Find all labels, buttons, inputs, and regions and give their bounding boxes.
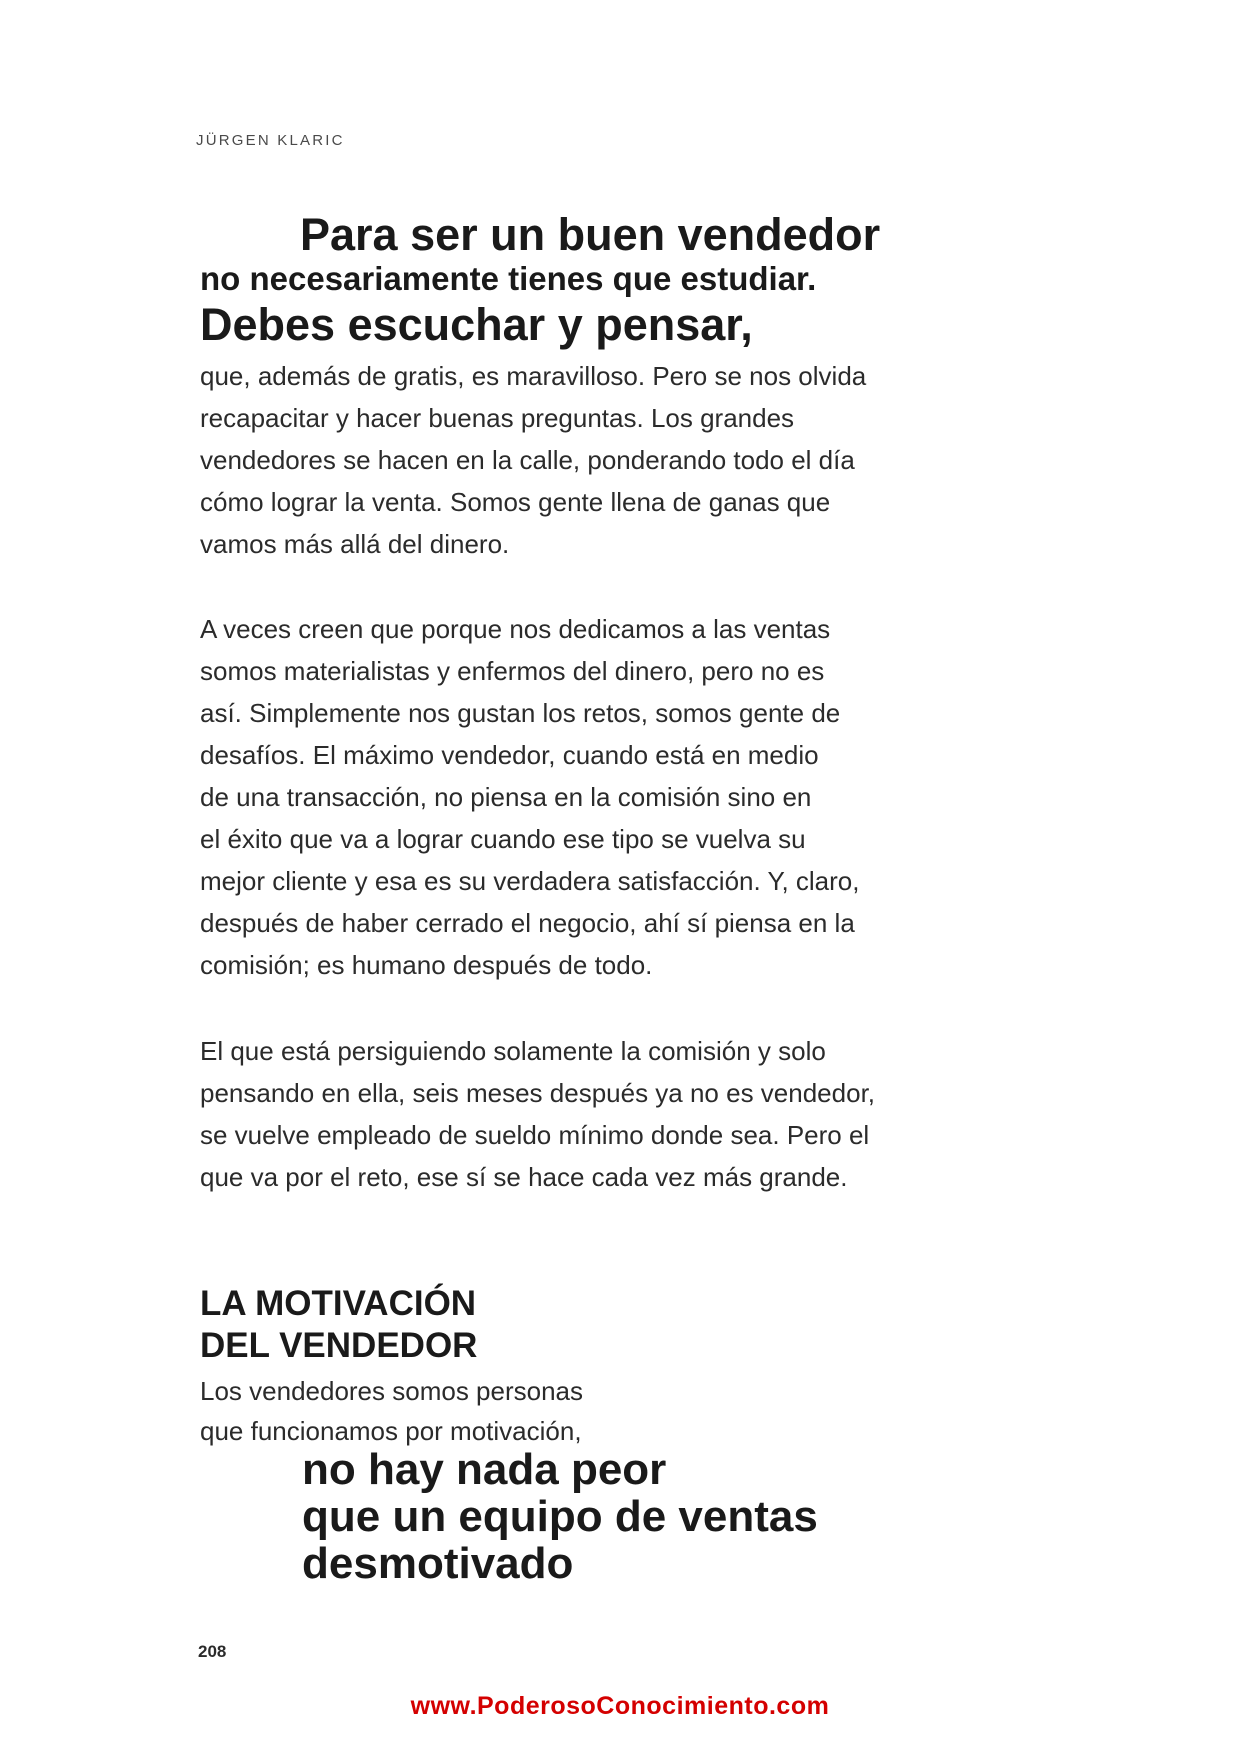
section-intro-line-2: que funcionamos por motivación,	[200, 1416, 582, 1446]
headline-line-3: Debes escuchar y pensar,	[200, 299, 753, 350]
paragraph-3	[200, 1030, 1030, 1198]
headline-line-2: no necesariamente tienes que estudiar.	[200, 260, 817, 297]
section-intro	[200, 1371, 583, 1451]
paragraph-line: vendedores se hacen en la calle, ponderando todo el día	[200, 445, 855, 475]
headline	[200, 210, 1020, 352]
section-heading-line-2: DEL VENDEDOR	[200, 1326, 478, 1365]
paragraph-line: vamos más allá del dinero.	[200, 529, 510, 559]
paragraph-line: pensando en ella, seis meses después ya no es vendedor,	[200, 1078, 876, 1108]
paragraph-line: somos materialistas y enfermos del dinero, pero no es	[200, 656, 825, 686]
section-heading	[200, 1283, 477, 1367]
pull-quote-line-1: no hay nada peor	[302, 1445, 667, 1494]
page-number: 208	[198, 1642, 227, 1661]
headline-line-1: Para ser un buen vendedor	[300, 209, 881, 260]
section-heading-line-1: LA MOTIVACIÓN	[200, 1284, 477, 1323]
paragraph-line: A veces creen que porque nos dedicamos a las ventas	[200, 614, 831, 644]
paragraph-line: después de haber cerrado el negocio, ahí sí piensa en la	[200, 908, 855, 938]
paragraph-1	[200, 355, 1030, 565]
pull-quote-line-3: desmotivado	[302, 1539, 574, 1588]
watermark-url: www.PoderosoConocimiento.com	[410, 1692, 830, 1720]
pull-quote	[302, 1446, 818, 1587]
paragraph-2	[200, 608, 1030, 986]
paragraph-line: desafíos. El máximo vendedor, cuando está en medio	[200, 740, 819, 770]
running-head-author: JÜRGEN KLARIC	[196, 132, 345, 149]
paragraph-line: de una transacción, no piensa en la comisión sino en	[200, 782, 812, 812]
paragraph-line: recapacitar y hacer buenas preguntas. Los grandes	[200, 403, 795, 433]
paragraph-line: que, además de gratis, es maravilloso. Pero se nos olvida	[200, 361, 867, 391]
paragraph-line: cómo lograr la venta. Somos gente llena de ganas que	[200, 487, 831, 517]
paragraph-line: así. Simplemente nos gustan los retos, somos gente de	[200, 698, 841, 728]
section-intro-line-1: Los vendedores somos personas	[200, 1376, 584, 1406]
paragraph-line: comisión; es humano después de todo.	[200, 950, 653, 980]
paragraph-line: se vuelve empleado de sueldo mínimo donde sea. Pero el	[200, 1120, 870, 1150]
paragraph-line: mejor cliente y esa es su verdadera satisfacción. Y, claro,	[200, 866, 860, 896]
pull-quote-line-2: que un equipo de ventas	[302, 1492, 818, 1541]
paragraph-line: el éxito que va a lograr cuando ese tipo se vuelva su	[200, 824, 806, 854]
paragraph-line: El que está persiguiendo solamente la comisión y solo	[200, 1036, 826, 1066]
paragraph-line: que va por el reto, ese sí se hace cada vez más grande.	[200, 1162, 848, 1192]
